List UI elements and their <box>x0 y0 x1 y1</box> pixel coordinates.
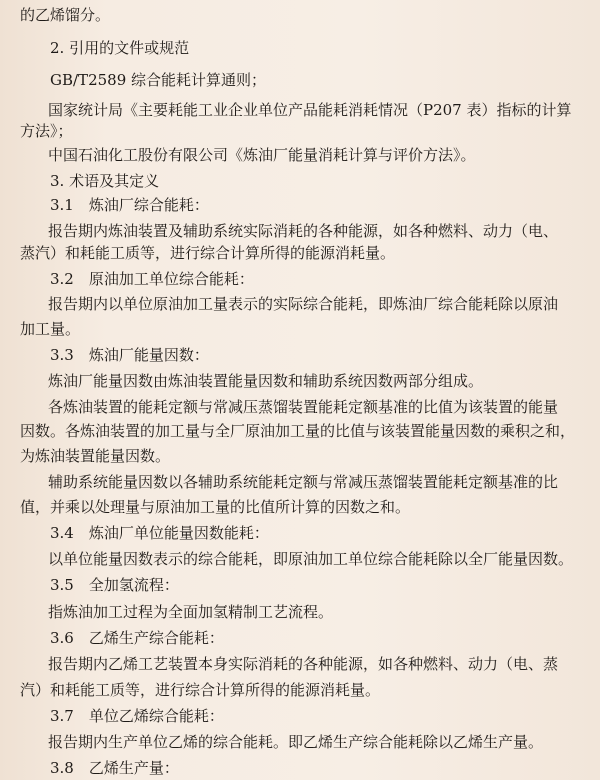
subsection-heading-3-7: 3.7 单位乙烯综合能耗： <box>50 707 224 725</box>
text-line-13: 加工量。 <box>20 320 81 338</box>
text-line-1: 的乙烯馏分。 <box>20 6 111 24</box>
subsection-heading-3-2: 3.2 原油加工单位综合能耗： <box>50 270 254 288</box>
text-line-20: 值，并乘以处理量与原油加工量的比值所计算的因数之和。 <box>20 498 411 516</box>
text-line-16: 各炼油装置的能耗定额与常减压蒸馏装置能耗定额基准的比值为该装置的能量 <box>48 398 559 416</box>
text-line-26: 报告期内乙烯工艺装置本身实际消耗的各种能源，如各种燃料、动力（电、蒸 <box>48 655 559 673</box>
subsection-heading-3-1: 3.1 炼油厂综合能耗： <box>50 196 209 214</box>
text-line-27: 汽）和耗能工质等，进行综合计算所得的能源消耗量。 <box>20 681 381 699</box>
text-line-17: 因数。各炼油装置的加工量与全厂原油加工量的比值与该装置能量因数的乘积之和， <box>20 422 576 440</box>
text-line-15: 炼油厂能量因数由炼油装置能量因数和辅助系统因数两部分组成。 <box>48 372 484 390</box>
text-line-12: 报告期内以单位原油加工量表示的实际综合能耗，即炼油厂综合能耗除以原油 <box>48 295 559 313</box>
text-line-6: 中国石油化工股份有限公司《炼油厂能量消耗计算与评价方法》。 <box>48 146 476 164</box>
subsection-heading-3-6: 3.6 乙烯生产综合能耗： <box>50 629 224 647</box>
text-line-24: 指炼油加工过程为全面加氢精制工艺流程。 <box>48 603 334 621</box>
text-line-9: 报告期内炼油装置及辅助系统实际消耗的各种能源，如各种燃料、动力（电、 <box>48 222 559 240</box>
text-line-10: 蒸汽）和耗能工质等，进行综合计算所得的能源消耗量。 <box>20 244 396 262</box>
subsection-heading-3-3: 3.3 炼油厂能量因数： <box>50 346 209 364</box>
subsection-heading-3-4: 3.4 炼油厂单位能量因数能耗： <box>50 524 269 542</box>
text-line-4: 国家统计局《主要耗能工业企业单位产品能耗消耗情况（P207 表）指标的计算 <box>48 101 572 119</box>
section-heading-2: 2. 引用的文件或规范 <box>50 39 190 57</box>
text-line-18: 为炼油装置能量因数。 <box>20 447 171 465</box>
text-line-3: GB/T2589 综合能耗计算通则； <box>50 71 267 89</box>
text-line-19: 辅助系统能量因数以各辅助系统能耗定额与常减压蒸馏装置能耗定额基准的比 <box>48 473 559 491</box>
subsection-heading-3-5: 3.5 全加氢流程： <box>50 576 179 594</box>
text-line-29: 报告期内生产单位乙烯的综合能耗。即乙烯生产综合能耗除以乙烯生产量。 <box>48 733 544 751</box>
subsection-heading-3-8: 3.8 乙烯生产量： <box>50 759 179 777</box>
text-line-22: 以单位能量因数表示的综合能耗，即原油加工单位综合能耗除以全厂能量因数。 <box>48 550 574 568</box>
text-line-5: 方法》； <box>20 122 73 140</box>
section-heading-3: 3. 术语及其定义 <box>50 172 160 190</box>
